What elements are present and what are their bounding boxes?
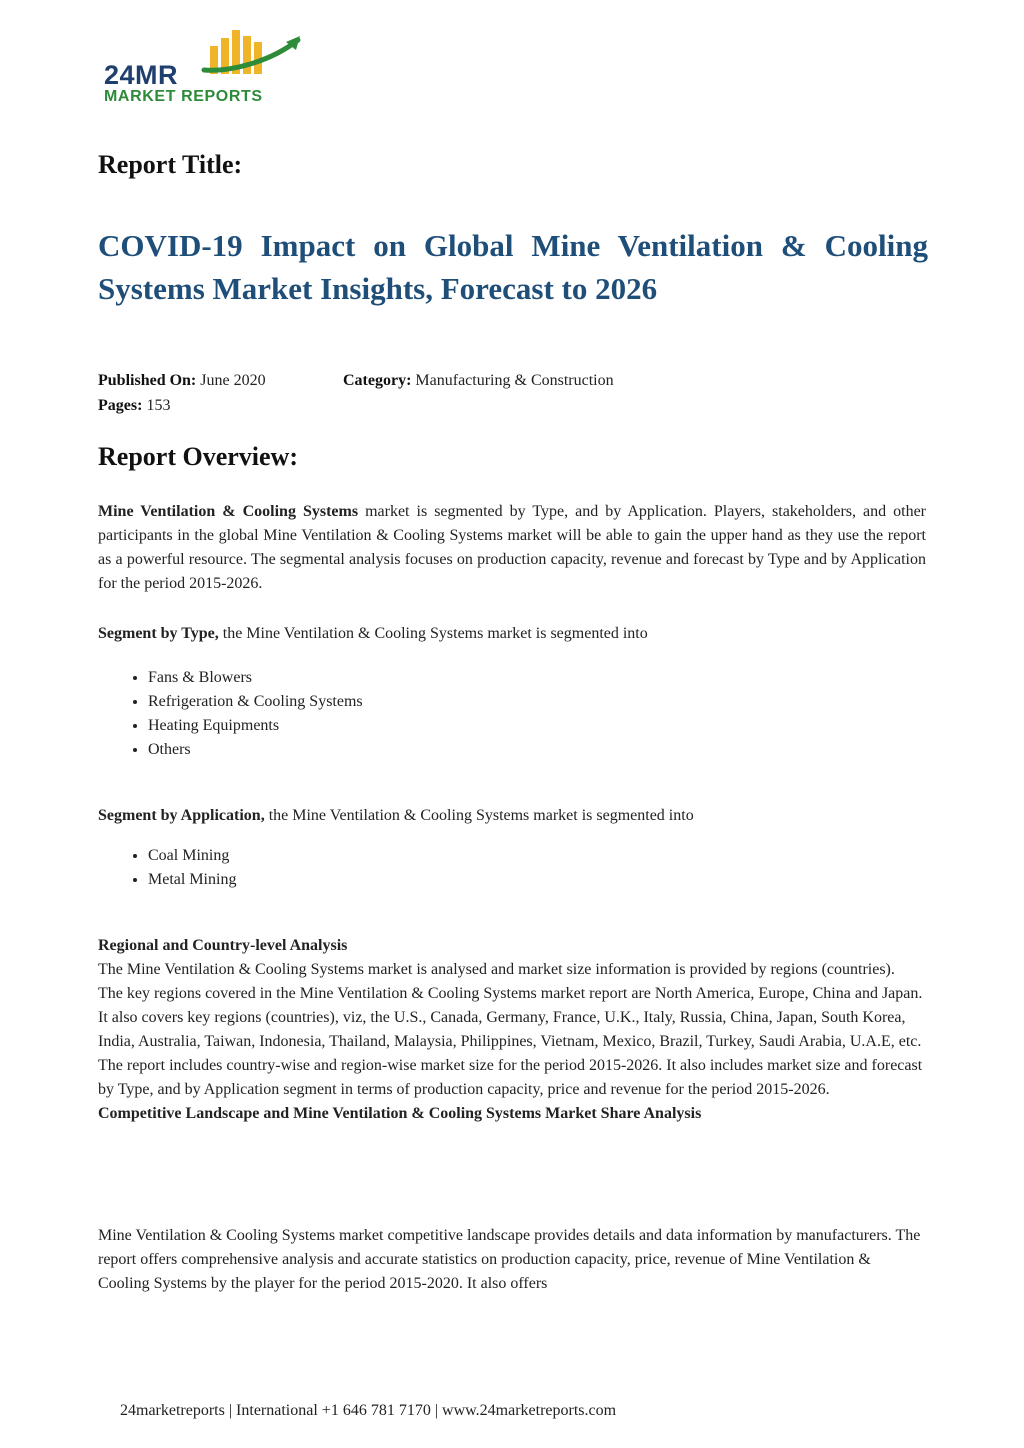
logo-tagline: MARKET REPORTS	[104, 88, 263, 105]
pages-value: 153	[146, 397, 171, 414]
company-logo	[100, 28, 310, 108]
list-item: • Others	[148, 738, 363, 762]
segment-application-lead: Segment by Application,	[98, 807, 265, 824]
regional-paragraph-2: The key regions covered in the Mine Ventilation & Cooling Systems market report are North America, Europe, China and Japan. It also covers key regions (countries), viz, the U.S., Canada, Germany, France, U.K., Italy, Russia, China, Japan, South Korea, India, Australia, Taiwan, Indonesia, Thailand, Malaysia, Philippines, Vietnam, Mexico, Brazil, Turkey, Saudi Arabia, U.A.E, etc.	[98, 985, 923, 1050]
regional-heading: Regional and Country-level Analysis	[98, 937, 348, 954]
segment-application-intro	[98, 804, 926, 828]
segment-type-text: the Mine Ventilation & Cooling Systems market is segmented into	[218, 625, 648, 642]
report-overview-label: Report Overview:	[98, 442, 298, 471]
list-item: • Fans & Blowers	[148, 666, 363, 690]
list-item: • Refrigeration & Cooling Systems	[148, 690, 363, 714]
category-meta	[343, 372, 614, 390]
competitive-heading: Competitive Landscape and Mine Ventilation & Cooling Systems Market Share Analysis	[98, 1105, 702, 1122]
overview-paragraph	[98, 500, 926, 596]
report-title-label: Report Title:	[98, 150, 243, 179]
segment-type-list	[130, 666, 363, 762]
regional-paragraph-1: The Mine Ventilation & Cooling Systems market is analysed and market size information is provided by regions (countries).	[98, 961, 895, 978]
segment-application-text: the Mine Ventilation & Cooling Systems market is segmented into	[264, 807, 694, 824]
category-label: Category:	[343, 372, 412, 389]
regional-section	[98, 934, 926, 1126]
published-value: June 2020	[200, 372, 266, 389]
footer: 24marketreports | International +1 646 781 7170 | www.24marketreports.com	[120, 1402, 617, 1419]
logo-wordmark: 24MR	[104, 60, 179, 90]
competitive-paragraph: Mine Ventilation & Cooling Systems market competitive landscape provides details and data information by manufacturers. The report offers comprehensive analysis and accurate statistics on production capacity, price, revenue of Mine Ventilation & Cooling Systems by the player for the period 2015-2020. It also offers	[98, 1227, 921, 1292]
list-item: • Coal Mining	[148, 844, 236, 868]
overview-text: market is segmented by Type, and by Application. Players, stakeholders, and other participants in the global Mine Ventilation & Cooling Systems market will be able to gain the upper hand as they use the report as a powerful resource. The segmental analysis focuses on production capacity, revenue and forecast by Type and by Application for the period 2015-2026.	[98, 503, 926, 592]
overview-lead: Mine Ventilation & Cooling Systems	[98, 503, 359, 520]
category-value: Manufacturing & Construction	[415, 372, 614, 389]
pages-label: Pages:	[98, 397, 143, 414]
list-item: • Metal Mining	[148, 868, 236, 892]
list-item: • Heating Equipments	[148, 714, 363, 738]
pages-meta	[98, 397, 170, 415]
published-meta	[98, 372, 266, 390]
segment-application-list	[130, 844, 236, 892]
published-label: Published On:	[98, 372, 197, 389]
segment-type-intro	[98, 622, 926, 646]
regional-paragraph-3: The report includes country-wise and region-wise market size for the period 2015-2026. It also includes market size and forecast by Type, and by Application segment in terms of production capacity, price and revenue for the period 2015-2026.	[98, 1057, 923, 1098]
segment-type-lead: Segment by Type,	[98, 625, 219, 642]
report-title: COVID-19 Impact on Global Mine Ventilation & Cooling Systems Market Insights, Forecast to 2026	[98, 228, 928, 306]
